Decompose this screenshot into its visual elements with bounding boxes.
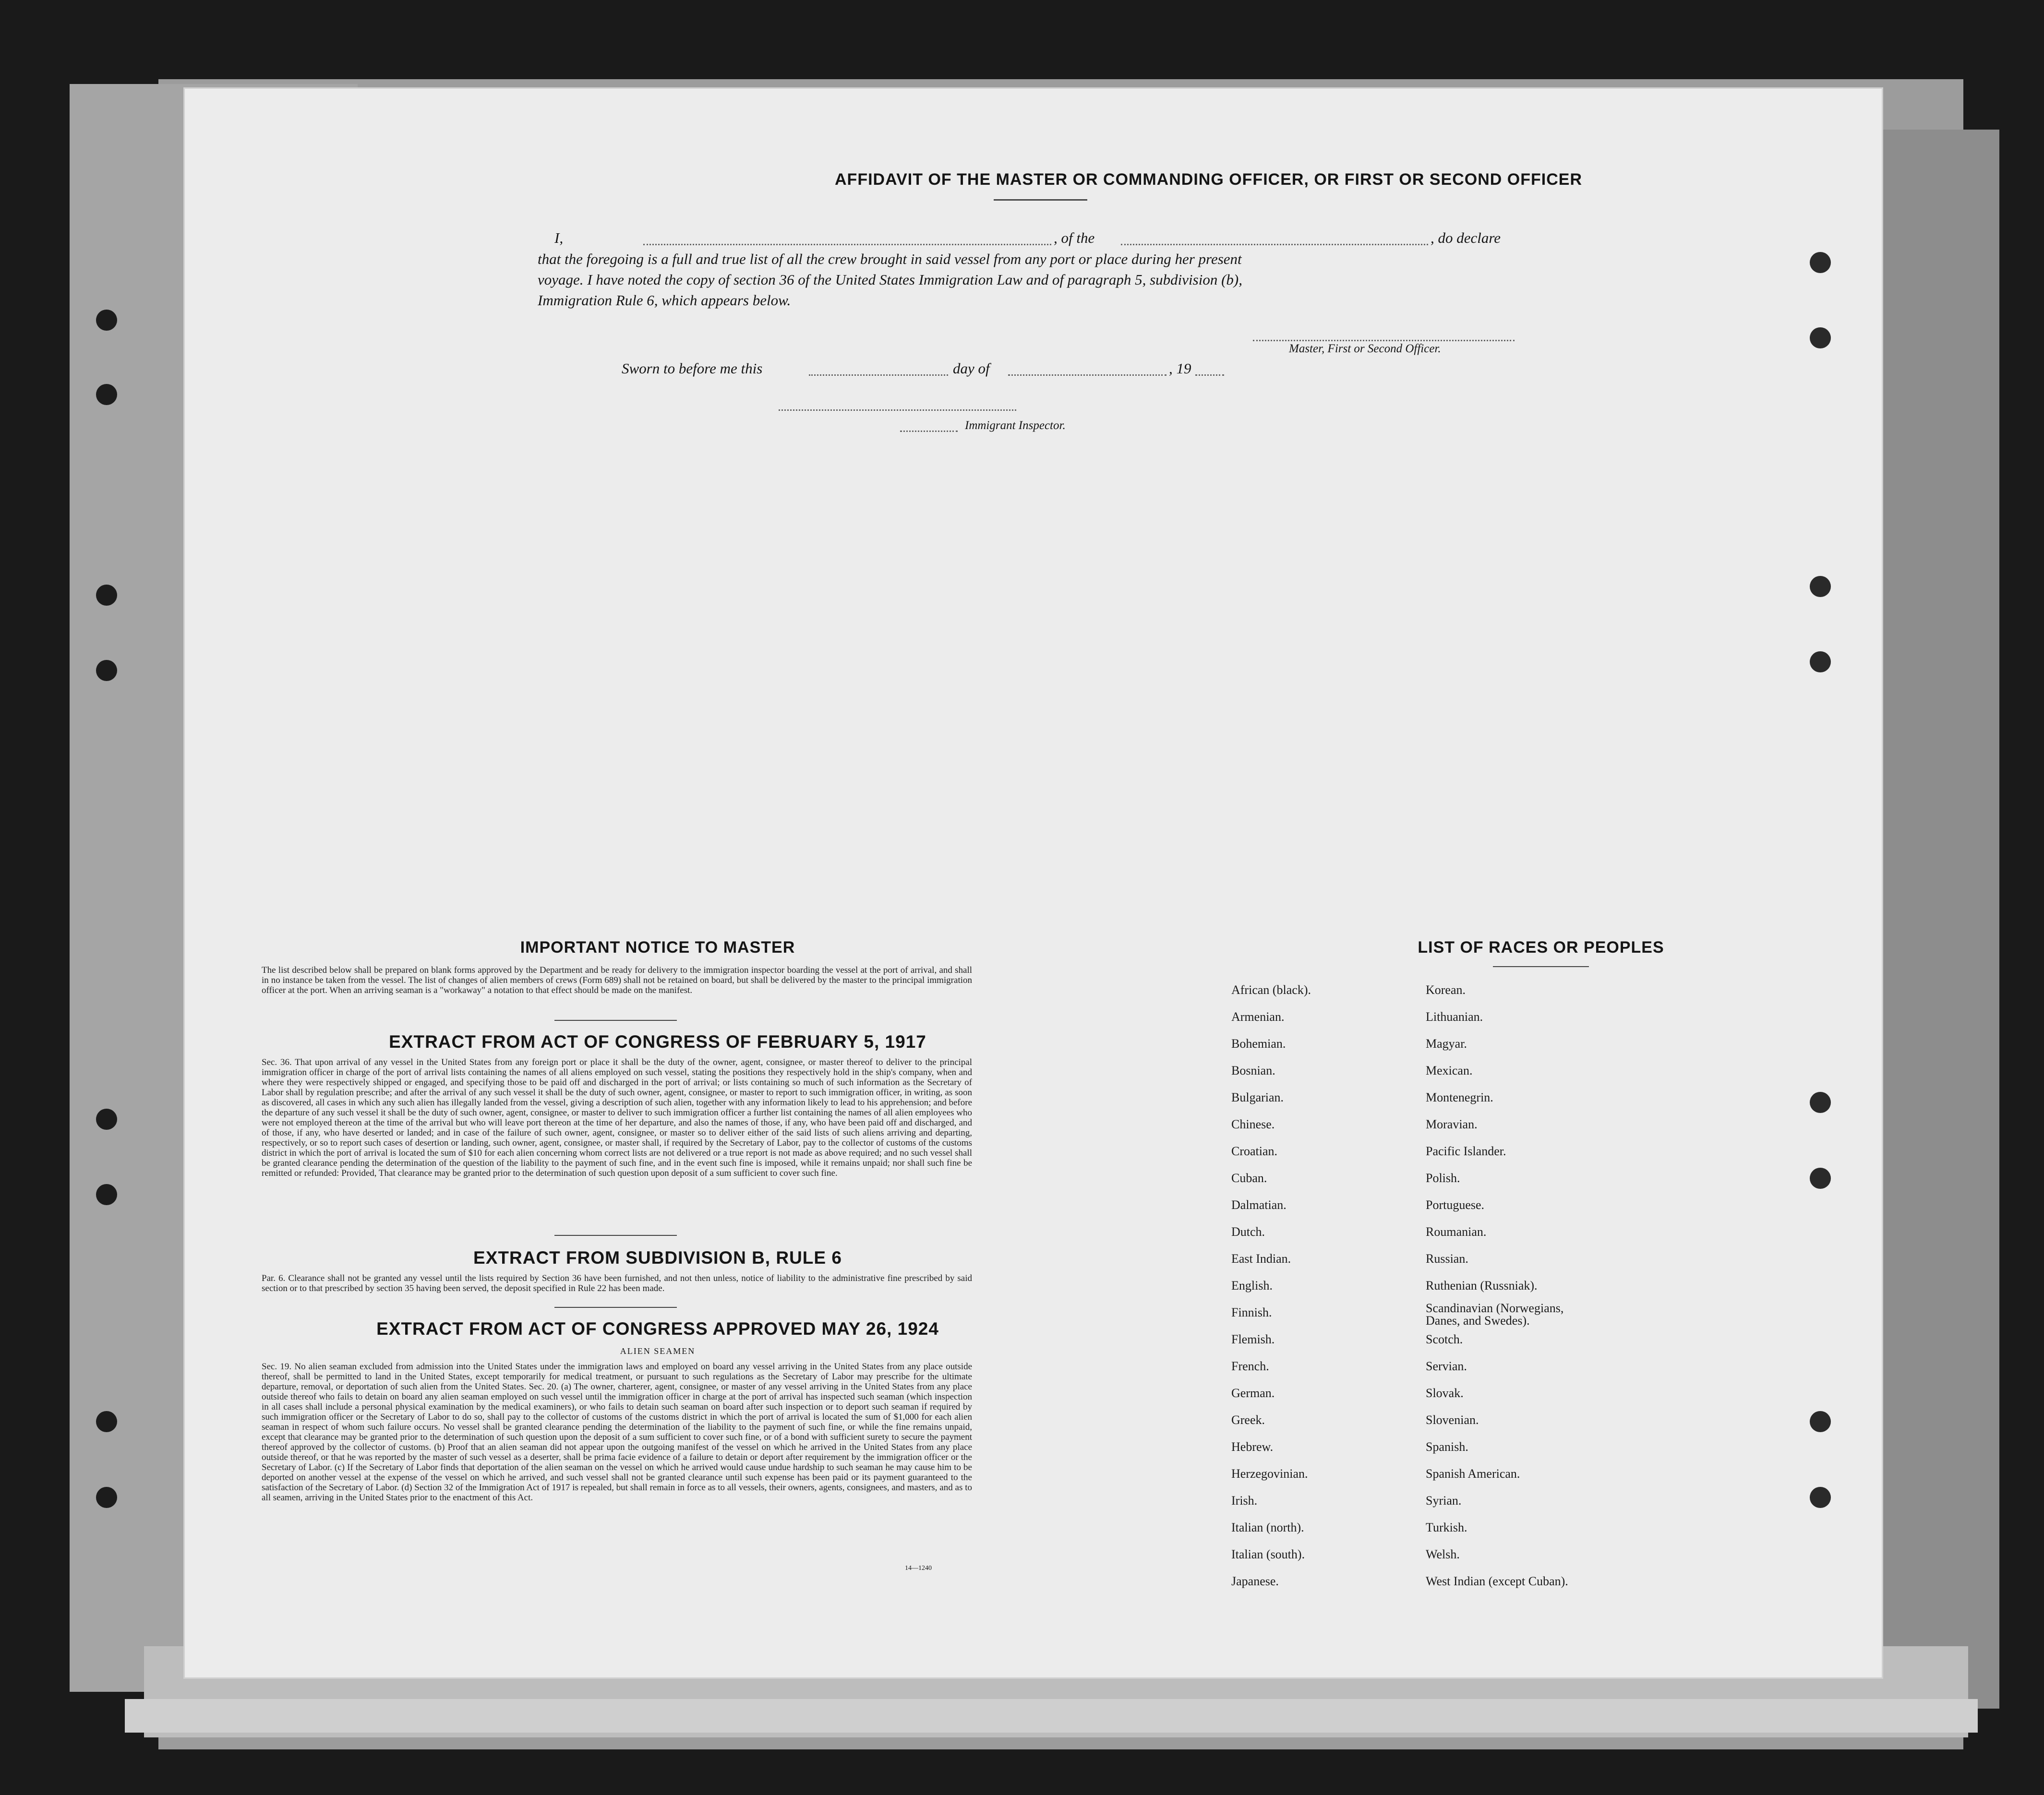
notice-title: IMPORTANT NOTICE TO MASTER [520, 938, 795, 957]
race-col2-item: Ruthenian (Russniak). [1426, 1279, 1538, 1292]
race-col1-item: African (black). [1231, 983, 1311, 997]
year-text: , 19 [1169, 360, 1191, 377]
bottom-underlying-page-edge [125, 1699, 1978, 1733]
affidavit-of-the: , of the [1054, 229, 1095, 246]
punch-hole-left-7 [96, 1411, 117, 1432]
inspector-label: Immigrant Inspector. [965, 419, 1066, 432]
race-col1-item: Armenian. [1231, 1010, 1285, 1024]
race-col1-item: Bosnian. [1231, 1064, 1275, 1077]
rule6-divider [554, 1307, 677, 1308]
punch-hole-right-4 [1810, 651, 1831, 672]
affidavit-declare: , do declare [1431, 229, 1501, 246]
race-col2-item: Lithuanian. [1426, 1010, 1483, 1024]
race-col1-item: Hebrew. [1231, 1440, 1274, 1454]
race-col2-item: Portuguese. [1426, 1198, 1485, 1212]
punch-hole-left-5 [96, 1109, 117, 1130]
day-of-text: day of [953, 360, 990, 377]
affidavit-line-2: that the foregoing is a full and true list of all the crew brought in said vessel from any port or place during her present [538, 251, 1242, 267]
punch-hole-left-1 [96, 310, 117, 331]
extract-1924-title: EXTRACT FROM ACT OF CONGRESS APPROVED MAY 26, 1924 [376, 1319, 939, 1339]
race-col1-item: Herzegovinian. [1231, 1467, 1308, 1481]
race-col2-item: Spanish. [1426, 1440, 1468, 1454]
race-col1-item: French. [1231, 1359, 1269, 1373]
punch-hole-left-6 [96, 1184, 117, 1205]
race-col2-item: Magyar. [1426, 1037, 1467, 1051]
notice-text: The list described below shall be prepared on blank forms approved by the Department and be ready for delivery to the immigration inspector boarding the vessel at the port of arrival, and shall in no instance be taken from the vessel. The list of changes of alien members of crews (Form 689) shall not be retained on board, but shall be delivered by the master to the principal immigration officer at the port. When an arriving seaman is a "workaway" a notation to that effect should be made on the manifest. [262, 965, 972, 995]
race-col1-item: East Indian. [1231, 1252, 1291, 1266]
race-col1-item: English. [1231, 1279, 1273, 1292]
punch-hole-right-3 [1810, 576, 1831, 597]
name-blank[interactable] [643, 244, 1051, 245]
race-col1-item: Italian (south). [1231, 1547, 1305, 1561]
race-col2-item: Scandinavian (Norwegians, Danes, and Swedes). [1426, 1301, 1564, 1328]
race-col2-item: Slovenian. [1426, 1413, 1479, 1427]
master-label: Master, First or Second Officer. [1289, 342, 1441, 355]
notice-divider [554, 1020, 677, 1021]
race-col1-item: Cuban. [1231, 1171, 1267, 1185]
race-col1-item: Dutch. [1231, 1225, 1265, 1239]
punch-hole-right-7 [1810, 1411, 1831, 1432]
right-underlying-page [1863, 130, 1999, 1709]
race-col1-item: Dalmatian. [1231, 1198, 1287, 1212]
punch-hole-right-2 [1810, 327, 1831, 348]
punch-hole-left-4 [96, 660, 117, 681]
affidavit-line-3: voyage. I have noted the copy of section 36 of the United States Immigration Law and of paragraph 5, subdivision (b), [538, 271, 1242, 288]
extract-1917-text: Sec. 36. That upon arrival of any vessel in the United States from any foreign port or place it shall be the duty of the owner, agent, consignee, or master thereof to deliver to the principal immigration officer in charge of the port of arrival lists containing the names of all aliens employed on such vessel, stating the positions they respectively hold in the ship's company, when and where they were respectively shipped or engaged, and specifying those to be paid off and discharged in the port of arrival; or lists containing so much of such information as the Secretary of Labor shall by regulation prescribe; and after the arrival of any such vessel it shall be the duty of such owner, agent, consignee, or master to report to such immigration officer, in writing, as soon as discovered, all cases in which any such alien has illegally landed from the vessel, giving a description of such alien, together with any information likely to lead to his apprehension; and before the departure of any such vessel it shall be the duty of such owner, agent, consignee, or master to deliver to such immigration officer a further list containing the names of all alien employees who were not employed thereon at the time of the arrival but who will leave port thereon at the time of her departure, and also the names of those, if any, who have been paid off and discharged, and of those, if any, who have deserted or landed; and in case of the failure of such owner, agent, consignee, or master so to deliver either of the said lists of such aliens arriving and departing, respectively, or so to report such cases of desertion or landing, such owner, agent, consignee, or master shall, if required by the Secretary of Labor, pay to the collector of customs of the customs district in which the port of arrival is located the sum of $10 for each alien concerning whom correct lists are not delivered or a true report is not made as above required; and no such vessel shall be granted clearance pending the determination of the question of the liability to the payment of such fine, and in the event such fine is imposed, while it remains unpaid; nor shall such fine be remitted or refunded: Provided, That clearance may be granted prior to the determination of such question upon deposit of a sum sufficient to cover such fine. [262, 1057, 972, 1178]
inspector-short-blank [900, 431, 958, 432]
form-number: 14—1240 [905, 1565, 932, 1572]
race-col1-item: Croatian. [1231, 1144, 1278, 1158]
race-col1-item: Finnish. [1231, 1305, 1272, 1319]
race-col2-item: Slovak. [1426, 1386, 1464, 1400]
race-col2-item: Spanish American. [1426, 1467, 1520, 1481]
extract-1917-title: EXTRACT FROM ACT OF CONGRESS OF FEBRUARY 5, 1917 [389, 1032, 926, 1052]
race-col1-item: Italian (north). [1231, 1520, 1304, 1534]
signature-blank[interactable] [1253, 340, 1515, 341]
punch-hole-left-2 [96, 384, 117, 405]
race-col1-item: Bohemian. [1231, 1037, 1286, 1051]
race-col2-item: Syrian. [1426, 1494, 1462, 1508]
race-col1-item: German. [1231, 1386, 1275, 1400]
race-col2-item: Mexican. [1426, 1064, 1473, 1077]
alien-seamen-subtitle: ALIEN SEAMEN [620, 1346, 696, 1356]
inspector-signature-blank[interactable] [779, 409, 1016, 411]
race-col2-item: Roumanian. [1426, 1225, 1487, 1239]
race-col2-item: Servian. [1426, 1359, 1467, 1373]
race-col2-item: Polish. [1426, 1171, 1460, 1185]
race-col2-item: Welsh. [1426, 1547, 1460, 1561]
races-title: LIST OF RACES OR PEOPLES [1418, 938, 1664, 957]
affidavit-i: I, [554, 229, 564, 246]
punch-hole-left-3 [96, 585, 117, 606]
race-col1-item: Greek. [1231, 1413, 1265, 1427]
race-col2-item: West Indian (except Cuban). [1426, 1574, 1568, 1588]
race-col2-item: Moravian. [1426, 1117, 1478, 1131]
punch-hole-right-6 [1810, 1168, 1831, 1189]
punch-hole-left-8 [96, 1487, 117, 1508]
affidavit-line-4: Immigration Rule 6, which appears below. [538, 292, 791, 309]
race-col2-item: Turkish. [1426, 1520, 1467, 1534]
title-underline [994, 199, 1087, 201]
race-col1-item: Bulgarian. [1231, 1090, 1284, 1104]
race-col2-item: Montenegrin. [1426, 1090, 1493, 1104]
sworn-year-blank[interactable] [1195, 374, 1224, 376]
punch-hole-right-8 [1810, 1487, 1831, 1508]
affidavit-title: AFFIDAVIT OF THE MASTER OR COMMANDING OFFICER, OR FIRST OR SECOND OFFICER [835, 170, 1582, 189]
sworn-text: Sworn to before me this [622, 360, 763, 377]
race-col1-item: Irish. [1231, 1494, 1258, 1508]
race-col1-item: Flemish. [1231, 1332, 1275, 1346]
race-col2-item: Scotch. [1426, 1332, 1463, 1346]
sworn-month-blank[interactable] [1008, 374, 1166, 376]
race-col2-item: Russian. [1426, 1252, 1468, 1266]
manifest-sheet [185, 89, 1882, 1677]
race-col1-item: Japanese. [1231, 1574, 1279, 1588]
extract-1917-divider [554, 1235, 677, 1236]
race-col2-item: Korean. [1426, 983, 1466, 997]
sworn-day-blank[interactable] [809, 374, 948, 376]
punch-hole-right-1 [1810, 252, 1831, 273]
race-col1-item: Chinese. [1231, 1117, 1275, 1131]
races-title-underline [1493, 966, 1589, 967]
race-col2-item: Pacific Islander. [1426, 1144, 1506, 1158]
vessel-blank[interactable] [1121, 244, 1428, 245]
rule6-title: EXTRACT FROM SUBDIVISION B, RULE 6 [473, 1248, 842, 1268]
extract-1924-text: Sec. 19. No alien seaman excluded from admission into the United States under the immigration laws and employed on board any vessel arriving in the United States from any place outside thereof, shall be permitted to land in the United States, except temporarily for medical treatment, or pursuant to such regulations as the Secretary of Labor may prescribe for the ultimate departure, removal, or deportation of such alien from the United States. Sec. 20. (a) The owner, charterer, agent, consignee, or master of any vessel arriving in the United States from any place outside thereof who fails to detain on board any alien seaman employed on such vessel until the immigration officer in charge at the port of arrival has inspected such seaman (which inspection in all cases shall include a personal physical examination by the medical examiners), or who fails to detain such seaman on board after such inspection or to deport such seaman if required by such immigration officer or the Secretary of Labor to do so, shall pay to the collector of customs of the customs district in which the port of arrival is located the sum of $1,000 for each alien seaman in respect of whom such failure occurs. No vessel shall be granted clearance pending the determination of the liability to the payment of such fine, or while the fine remains unpaid, except that clearance may be granted prior to the determination of such question upon the deposit of a sum sufficient to cover such fine, or of a bond with sufficient surety to secure the payment thereof approved by the collector of customs. (b) Proof that an alien seaman did not appear upon the outgoing manifest of the vessel on which he arrived in the United States from any place outside thereof, or that he was reported by the master of such vessel as a deserter, shall be prima facie evidence of a failure to detain or deport after requirement by the immigration officer or the Secretary of Labor. (c) If the Secretary of Labor finds that deportation of the alien seaman on the vessel on which he arrived would cause undue hardship to such seaman he may cause him to be deported on another vessel at the expense of the vessel on which he arrived, and such vessel shall not be granted clearance until such expense has been paid or its payment guaranteed to the satisfaction of the Secretary of Labor. (d) Section 32 of the Immigration Act of 1917 is repealed, but shall remain in force as to all vessels, their owners, agents, consignees, and masters, and as to all seamen, arriving in the United States prior to the enactment of this Act. [262, 1362, 972, 1503]
rule6-text: Par. 6. Clearance shall not be granted any vessel until the lists required by Section 36 have been furnished, and not then unless, notice of liability to the administrative fine prescribed by said section or to that prescribed by section 35 having been served, the deposit specified in Rule 22 has been made. [262, 1273, 972, 1293]
punch-hole-right-5 [1810, 1092, 1831, 1113]
